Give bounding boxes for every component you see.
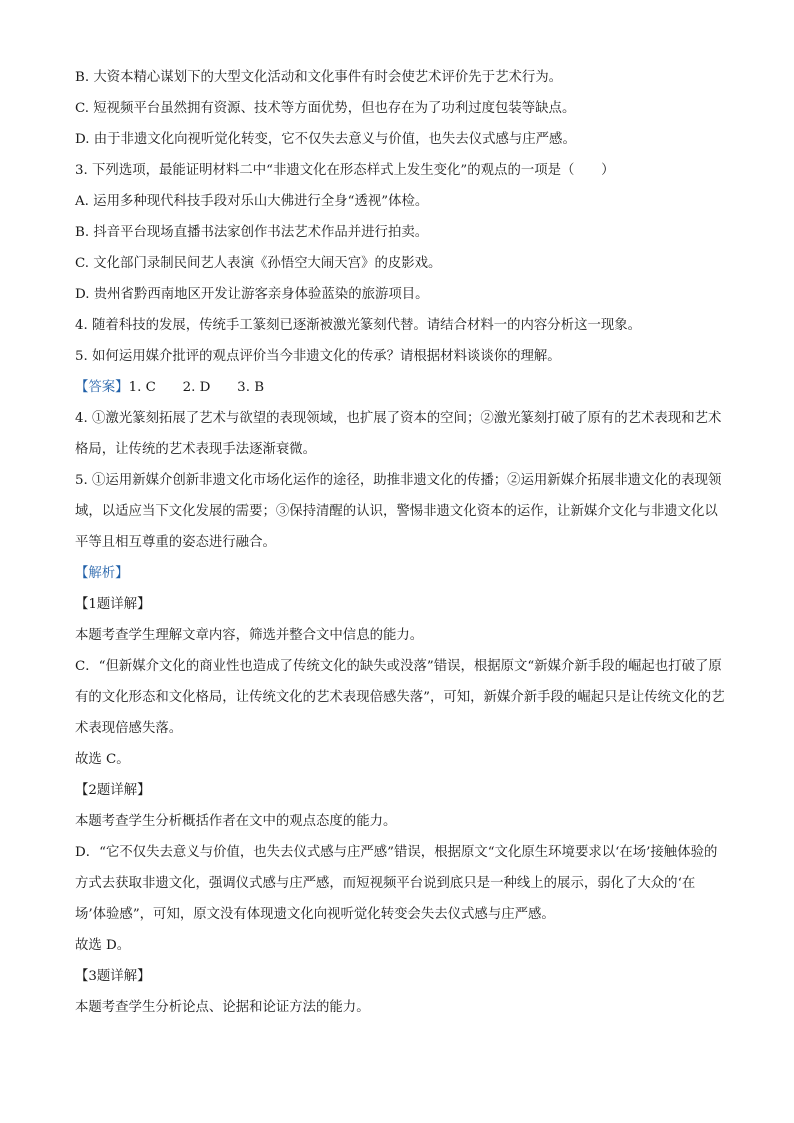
- detail-1-intro: 本题考查学生理解文章内容，筛选并整合文中信息的能力。: [75, 628, 424, 643]
- detail-1-body: C．“但新媒介文化的商业性也造成了传统文化的缺失或没落”错误，根据原文“新媒介新手段的崛起也打破了原有的文化形态和文化格局，让传统文化的艺术表现倍感失落”，可知，新媒介新手段的崛起只是让传统文化的艺术表现倍感失落。: [75, 659, 725, 736]
- detail-2-label: 【2题详解】: [75, 783, 151, 798]
- option-3d: D. 贵州省黔西南地区开发让游客亲身体验蓝染的旅游项目。: [75, 287, 429, 302]
- question-4: 4. 随着科技的发展，传统手工篆刻已逐渐被激光篆刻代替。请结合材料一的内容分析这一现象。: [75, 318, 642, 333]
- question-3-stem: 3. 下列选项，最能证明材料二中“非遗文化在形态样式上发生变化”的观点的一项是（ ）: [75, 163, 615, 178]
- document-body: [75, 62, 725, 1023]
- detail-2-intro: 本题考查学生分析概括作者在文中的观点态度的能力。: [75, 814, 397, 829]
- option-3a: A. 运用多种现代科技手段对乐山大佛进行全身“透视”体检。: [75, 194, 429, 209]
- option-3b: B. 抖音平台现场直播书法家创作书法艺术作品并进行拍卖。: [75, 225, 429, 240]
- option-3c: C. 文化部门录制民间艺人表演《孙悟空大闹天宫》的皮影戏。: [75, 256, 442, 271]
- detail-1-choice: 故选 C。: [75, 752, 130, 767]
- answer-line: [75, 372, 725, 403]
- detail-1-label: 【1题详解】: [75, 597, 151, 612]
- detail-2-choice: 故选 D。: [75, 938, 131, 953]
- answer-5: 5. ①运用新媒介创新非遗文化市场化运作的途径，助推非遗文化的传播；②运用新媒介拓展非遗文化的表现领域，以适应当下文化发展的需要；③保持清醒的认识，警惕非遗文化资本的运作，让新媒介文化与非遗文化以平等且相互尊重的姿态进行融合。: [75, 473, 722, 550]
- option-2c: C. 短视频平台虽然拥有资源、技术等方面优势，但也存在为了功利过度包装等缺点。: [75, 101, 576, 116]
- answer-4: 4. ①激光篆刻拓展了艺术与欲望的表现领域，也扩展了资本的空间；②激光篆刻打破了原有的艺术表现和艺术格局，让传统的艺术表现手法逐渐衰微。: [75, 411, 722, 457]
- answer-items: 1. C 2. D 3. B: [128, 380, 265, 395]
- analysis-label: 【解析】: [75, 566, 129, 581]
- detail-3-intro: 本题考查学生分析论点、论据和论证方法的能力。: [75, 1000, 370, 1015]
- question-5: 5. 如何运用媒介批评的观点评价当今非遗文化的传承？请根据材料谈谈你的理解。: [75, 349, 561, 364]
- detail-3-label: 【3题详解】: [75, 969, 151, 984]
- detail-2-body: D．“它不仅失去意义与价值，也失去仪式感与庄严感”错误，根据原文“文化原生环境要求以‘在场’接触体验的方式去获取非遗文化，强调仪式感与庄严感，而短视频平台说到底只是一种线上的展示，弱化了大众的‘在场’体验感”，可知，原文没有体现遗文化向视听觉化转变会失去仪式感与庄严感。: [75, 845, 718, 922]
- answer-label: 【答案】: [75, 380, 129, 395]
- option-2b: B. 大资本精心谋划下的大型文化活动和文化事件有时会使艺术评价先于艺术行为。: [75, 70, 563, 85]
- option-2d: D. 由于非遗文化向视听觉化转变，它不仅失去意义与价值，也失去仪式感与庄严感。: [75, 132, 576, 147]
